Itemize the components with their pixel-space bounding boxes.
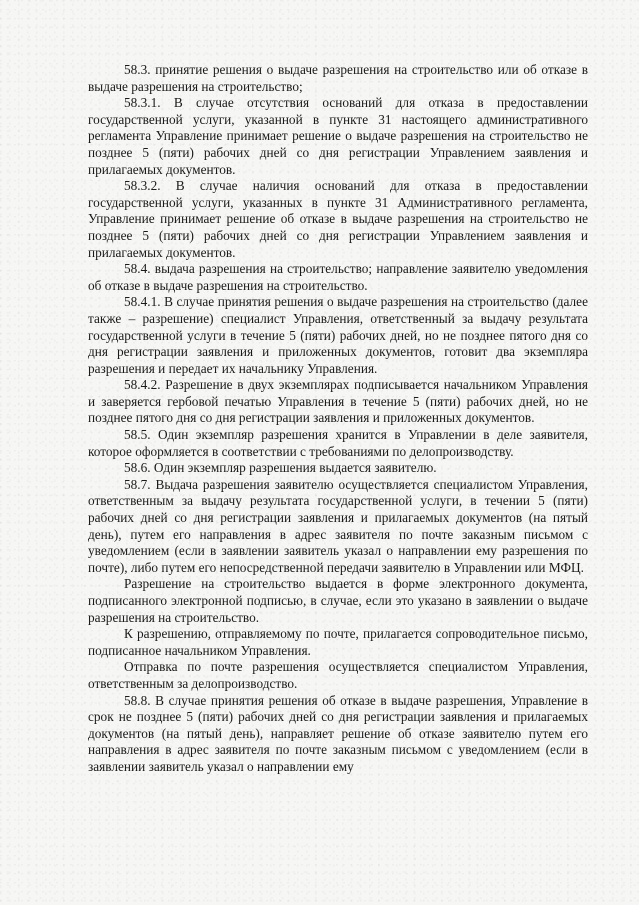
paragraph-58-4-2: 58.4.2. Разрешение в двух экземплярах подписывается начальником Управления и заверяется гербовой печатью Управления в течение 5 (пяти) рабочих дней, но не позднее пятого дня со дня регистрации заявления и приложенных документов. (88, 377, 588, 426)
document-body (88, 62, 588, 776)
paragraph-58-3-2: 58.3.2. В случае наличия оснований для отказа в предоставлении государственной услуги, указанных в пункте 31 Административного регламента, Управление принимает решение об отказе в выдаче разрешения на строительство не позднее 5 (пяти) рабочих дней со дня регистрации Управлением заявления и прилагаемых документов. (88, 178, 588, 260)
paragraph-58-5: 58.5. Один экземпляр разрешения хранится в Управлении в деле заявителя, которое оформляется в соответствии с требованиями по делопроизводству. (88, 427, 588, 459)
paragraph-electronic-form: Разрешение на строительство выдается в форме электронного документа, подписанного электронной подписью, в случае, если это указано в заявлении о выдаче разрешения на строительство. (88, 576, 588, 625)
paragraph-58-8: 58.8. В случае принятия решения об отказе в выдаче разрешения, Управление в срок не позднее 5 (пяти) рабочих дней со дня регистрации заявления и прилагаемых документов (на пятый день), направляет решение об отказе заявителю путем его направления в адрес заявителя по почте заказным письмом с уведомлением (если в заявлении заявитель указал о направлении ему (88, 692, 588, 774)
paragraph-58-4: 58.4. выдача разрешения на строительство; направление заявителю уведомления об отказе в выдаче разрешения на строительство. (88, 261, 588, 293)
paragraph-cover-letter: К разрешению, отправляемому по почте, прилагается сопроводительное письмо, подписанное начальником Управления. (88, 626, 588, 658)
paragraph-58-6: 58.6. Один экземпляр разрешения выдается заявителю. (124, 460, 437, 476)
paragraph-mail-dispatch: Отправка по почте разрешения осуществляется специалистом Управления, ответственным за делопроизводство. (88, 659, 588, 691)
paragraph-58-7: 58.7. Выдача разрешения заявителю осуществляется специалистом Управления, ответственным за выдачу результата государственной услуги, в течении 5 (пяти) рабочих дней со дня регистрации заявления и прилагаемых документов (на пятый день), путем его направления в адрес заявителя по почте заказным письмом с уведомлением (если в заявлении заявитель указал о направлении ему разрешения по почте), либо путем его непосредственной передачи заявителю в Управлении или МФЦ. (88, 476, 588, 575)
paragraph-58-3-1: 58.3.1. В случае отсутствия оснований для отказа в предоставлении государственной услуги, указанной в пункте 31 настоящего административного регламента Управление принимает решение о выдаче разрешения на строительство не позднее 5 (пяти) рабочих дней со дня регистрации Управлением заявления и прилагаемых документов. (88, 95, 588, 177)
paragraph-58-4-1: 58.4.1. В случае принятия решения о выдаче разрешения на строительство (далее также – разрешение) специалист Управления, ответственный за выдачу результата государственной услуги в течение 5 (пяти) рабочих дней, но не позднее пятого дня со дня регистрации заявления и приложенных документов, готовит два экземпляра разрешения и передает их начальнику Управления. (88, 294, 588, 376)
paragraph-58-3: 58.3. принятие решения о выдаче разрешения на строительство или об отказе в выдаче разрешения на строительство; (88, 62, 588, 94)
